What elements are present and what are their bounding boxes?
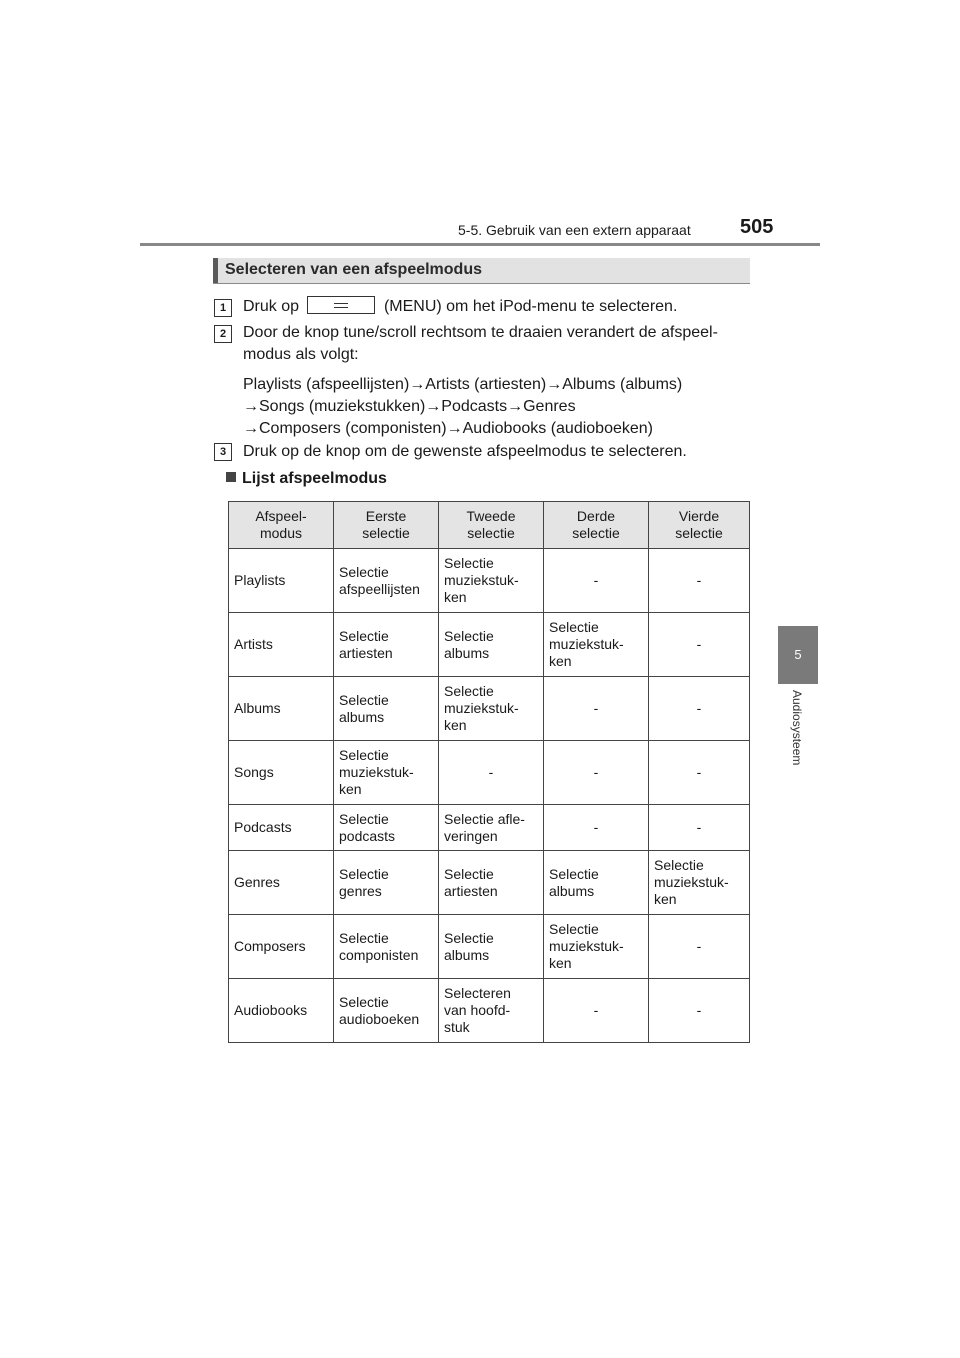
mode-name-cell: Playlists: [229, 549, 334, 613]
mode-name-cell: Albums: [229, 677, 334, 741]
section-heading: [213, 258, 750, 284]
table-subheading: [226, 470, 387, 488]
section-title: Selecteren van een afspeelmodus: [225, 261, 482, 278]
bullet-square-icon: [226, 472, 236, 482]
selection-cell: Selectie muziekstuk- ken: [544, 915, 649, 979]
selection-cell: Selecteren van hoofd- stuk: [439, 979, 544, 1043]
play-mode-table: [228, 501, 750, 1043]
selection-cell: -: [649, 915, 750, 979]
selection-cell: -: [649, 979, 750, 1043]
column-header: Eerste selectie: [334, 502, 439, 549]
selection-cell: -: [649, 741, 750, 805]
selection-cell: -: [649, 805, 750, 851]
selection-cell: -: [649, 549, 750, 613]
selection-cell: -: [544, 741, 649, 805]
table-row: [229, 805, 750, 851]
selection-cell: Selectie muziekstuk- ken: [544, 613, 649, 677]
menu-button-icon: [307, 296, 375, 314]
step-2-line-2: modus als volgt:: [243, 346, 359, 363]
mode-sequence-2: →Songs (muziekstukken)→Podcasts→Genres: [243, 398, 576, 415]
step-number-2: 2: [214, 325, 232, 343]
table-body: [229, 549, 750, 1043]
selection-cell: Selectie afle- veringen: [439, 805, 544, 851]
chapter-tab: 5: [778, 626, 818, 684]
step-number-3: 3: [214, 443, 232, 461]
selection-cell: Selectie genres: [334, 851, 439, 915]
step-number-1: 1: [214, 299, 232, 317]
table-header: [229, 502, 750, 549]
column-header: Vierde selectie: [649, 502, 750, 549]
selection-cell: Selectie audioboeken: [334, 979, 439, 1043]
heading-accent-bar: [213, 258, 218, 283]
table-row: [229, 613, 750, 677]
mode-name-cell: Audiobooks: [229, 979, 334, 1043]
selection-cell: Selectie podcasts: [334, 805, 439, 851]
selection-cell: -: [649, 677, 750, 741]
selection-cell: Selectie muziekstuk- ken: [439, 549, 544, 613]
selection-cell: Selectie muziekstuk- ken: [649, 851, 750, 915]
table-header-row: [229, 502, 750, 549]
column-header: Tweede selectie: [439, 502, 544, 549]
selection-cell: Selectie albums: [334, 677, 439, 741]
table-row: [229, 915, 750, 979]
step-1-text: [243, 296, 753, 318]
selection-cell: Selectie artiesten: [334, 613, 439, 677]
table-row: [229, 677, 750, 741]
selection-cell: Selectie muziekstuk- ken: [439, 677, 544, 741]
running-header-section: 5-5. Gebruik van een extern apparaat: [458, 222, 691, 238]
mode-sequence-1: Playlists (afspeellijsten)→Artists (artiesten)→Albums (albums): [243, 376, 683, 393]
header-divider: [140, 243, 820, 246]
table-subheading-text: Lijst afspeelmodus: [242, 470, 387, 487]
selection-cell: Selectie albums: [439, 613, 544, 677]
selection-cell: Selectie muziekstuk- ken: [334, 741, 439, 805]
mode-name-cell: Songs: [229, 741, 334, 805]
selection-cell: Selectie componisten: [334, 915, 439, 979]
mode-sequence-3: →Composers (componisten)→Audiobooks (audioboeken): [243, 420, 653, 437]
page-number: 505: [740, 216, 774, 238]
mode-name-cell: Artists: [229, 613, 334, 677]
selection-cell: Selectie albums: [544, 851, 649, 915]
table-row: [229, 979, 750, 1043]
step-2-text: [243, 322, 753, 440]
step-3-text: Druk op de knop om de gewenste afspeelmodus te selecteren.: [243, 443, 687, 460]
selection-cell: Selectie afspeellijsten: [334, 549, 439, 613]
selection-cell: -: [544, 677, 649, 741]
mode-name-cell: Composers: [229, 915, 334, 979]
step-1-text-after: (MENU) om het iPod-menu te selecteren.: [383, 298, 678, 315]
menu-lines-icon: [334, 303, 348, 308]
selection-cell: -: [544, 979, 649, 1043]
selection-cell: Selectie albums: [439, 915, 544, 979]
selection-cell: -: [649, 613, 750, 677]
mode-name-cell: Podcasts: [229, 805, 334, 851]
column-header: Afspeel- modus: [229, 502, 334, 549]
step-2-line-1: Door de knop tune/scroll rechtsom te draaien verandert de afspeel-: [243, 324, 718, 341]
selection-cell: -: [544, 549, 649, 613]
step-1-text-before: Druk op: [243, 298, 300, 315]
selection-cell: Selectie artiesten: [439, 851, 544, 915]
column-header: Derde selectie: [544, 502, 649, 549]
selection-cell: -: [439, 741, 544, 805]
selection-cell: -: [544, 805, 649, 851]
table-row: [229, 549, 750, 613]
table-row: [229, 741, 750, 805]
table-row: [229, 851, 750, 915]
mode-name-cell: Genres: [229, 851, 334, 915]
chapter-label: Audiosysteem: [790, 690, 804, 766]
